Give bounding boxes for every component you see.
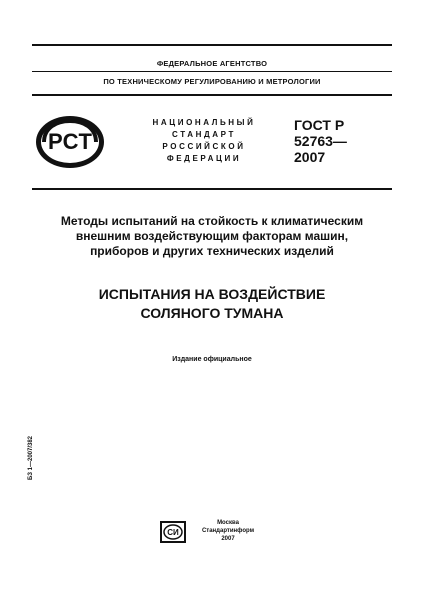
publisher-year: 2007 bbox=[221, 536, 235, 542]
title-rule bbox=[32, 188, 392, 190]
publisher-logo-icon bbox=[160, 521, 186, 543]
agency-line-1: ФЕДЕРАЛЬНОЕ АГЕНТСТВО bbox=[156, 59, 268, 68]
rst-logo-icon bbox=[34, 114, 106, 170]
national-standard-line-1: НАЦИОНАЛЬНЫЙ bbox=[152, 118, 256, 127]
edition-label: Издание официальное bbox=[172, 356, 252, 363]
header-rule bbox=[32, 94, 392, 96]
svg-text:PCT: PCT bbox=[48, 129, 92, 154]
document-title-line-2: внешним воздействующим факторам машин, bbox=[75, 229, 349, 243]
gost-number-line-1: ГОСТ Р bbox=[294, 117, 345, 133]
agency-line-2: ПО ТЕХНИЧЕСКОМУ РЕГУЛИРОВАНИЮ И МЕТРОЛОГИИ bbox=[103, 77, 321, 86]
publisher-city: Москва bbox=[217, 520, 239, 526]
document-title-line-3: приборов и других технических изделий bbox=[90, 244, 334, 258]
document-subtitle-line-2: СОЛЯНОГО ТУМАНА bbox=[140, 305, 284, 321]
national-standard-line-2: СТАНДАРТ bbox=[172, 130, 236, 139]
side-code: БЗ 1—2007/382 bbox=[28, 435, 34, 480]
svg-text:СИ: СИ bbox=[167, 528, 179, 537]
national-standard-line-3: РОССИЙСКОЙ bbox=[162, 142, 246, 151]
agency-divider bbox=[32, 71, 392, 72]
gost-number-line-2: 52763— bbox=[294, 133, 347, 149]
publisher-name: Стандартинформ bbox=[201, 528, 255, 534]
gost-number-line-3: 2007 bbox=[294, 149, 326, 165]
top-rule bbox=[32, 44, 392, 46]
national-standard-line-4: ФЕДЕРАЦИИ bbox=[166, 154, 242, 163]
document-title-line-1: Методы испытаний на стойкость к климатическим bbox=[60, 214, 364, 228]
document-subtitle-line-1: ИСПЫТАНИЯ НА ВОЗДЕЙСТВИЕ bbox=[98, 286, 326, 302]
